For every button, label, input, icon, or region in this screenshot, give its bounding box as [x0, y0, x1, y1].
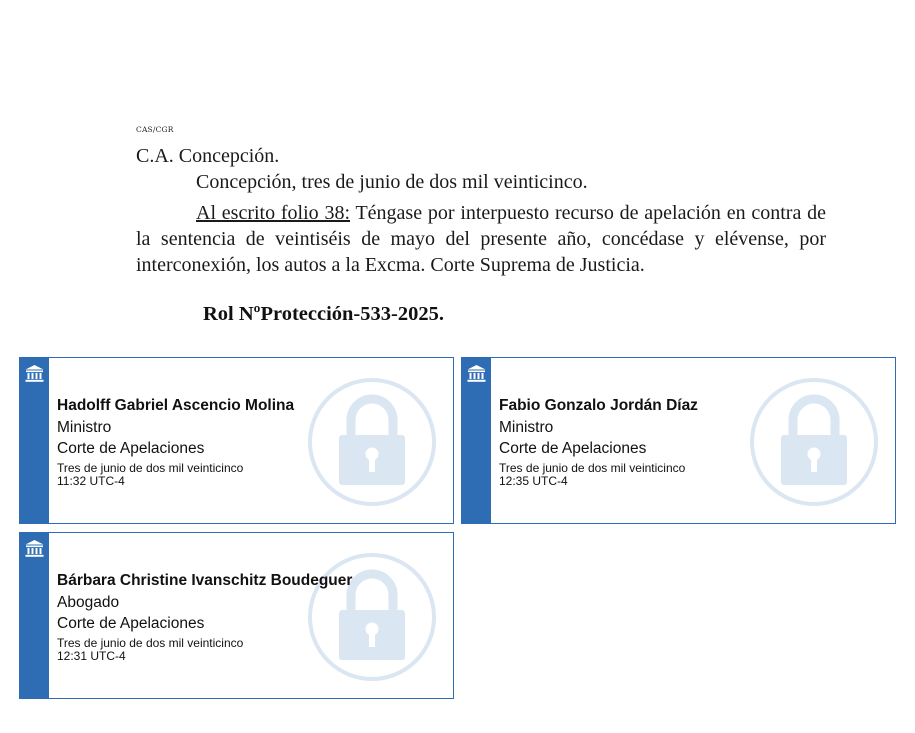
signature-info	[57, 395, 294, 488]
signature-time: 11:32 UTC-4	[57, 474, 125, 488]
courthouse-icon	[24, 538, 45, 559]
signature-info	[57, 570, 352, 663]
signature-band	[20, 533, 49, 698]
courthouse-icon	[24, 363, 45, 384]
case-number: Rol NºProtección-533-2025.	[203, 303, 444, 325]
resolution-paragraph	[136, 200, 826, 278]
signer-name: Hadolff Gabriel Ascencio Molina	[57, 397, 295, 414]
resolution-reference: Al escrito folio 38:	[196, 202, 351, 224]
resolution-body: Téngase por interpuesto recurso de apelación en contra de la sentencia de veintiséis de mayo del presente año, concédase y elévense, por interconexión, los autos a la Excma. Corte Suprema de Justicia.	[136, 202, 826, 276]
signature-box	[19, 532, 454, 699]
courthouse-icon	[466, 363, 487, 384]
signer-role: Abogado	[57, 594, 120, 611]
court-heading: C.A. Concepción.	[136, 145, 280, 167]
signer-role: Ministro	[499, 419, 554, 436]
signature-date: Tres de junio de dos mil veinticinco	[499, 461, 686, 475]
signer-organization: Corte de Apelaciones	[499, 440, 647, 457]
signer-role: Ministro	[57, 419, 112, 436]
signature-band	[20, 358, 49, 523]
signature-box	[19, 357, 454, 524]
signer-organization: Corte de Apelaciones	[57, 615, 205, 632]
signature-time: 12:35 UTC-4	[499, 474, 568, 488]
document-dateline: Concepción, tres de junio de dos mil veinticinco.	[196, 171, 588, 193]
signature-time: 12:31 UTC-4	[57, 649, 126, 663]
signature-date: Tres de junio de dos mil veinticinco	[57, 461, 244, 475]
signature-date: Tres de junio de dos mil veinticinco	[57, 636, 244, 650]
signature-band	[462, 358, 491, 523]
padlock-icon	[747, 375, 881, 509]
signer-name: Fabio Gonzalo Jordán Díaz	[499, 397, 698, 414]
signer-organization: Corte de Apelaciones	[57, 440, 205, 457]
signature-info	[499, 395, 698, 488]
document-initials: CAS/CGR	[136, 125, 174, 134]
signature-box	[461, 357, 896, 524]
padlock-icon	[305, 375, 439, 509]
signer-name: Bárbara Christine Ivanschitz Boudeguer	[57, 572, 353, 589]
